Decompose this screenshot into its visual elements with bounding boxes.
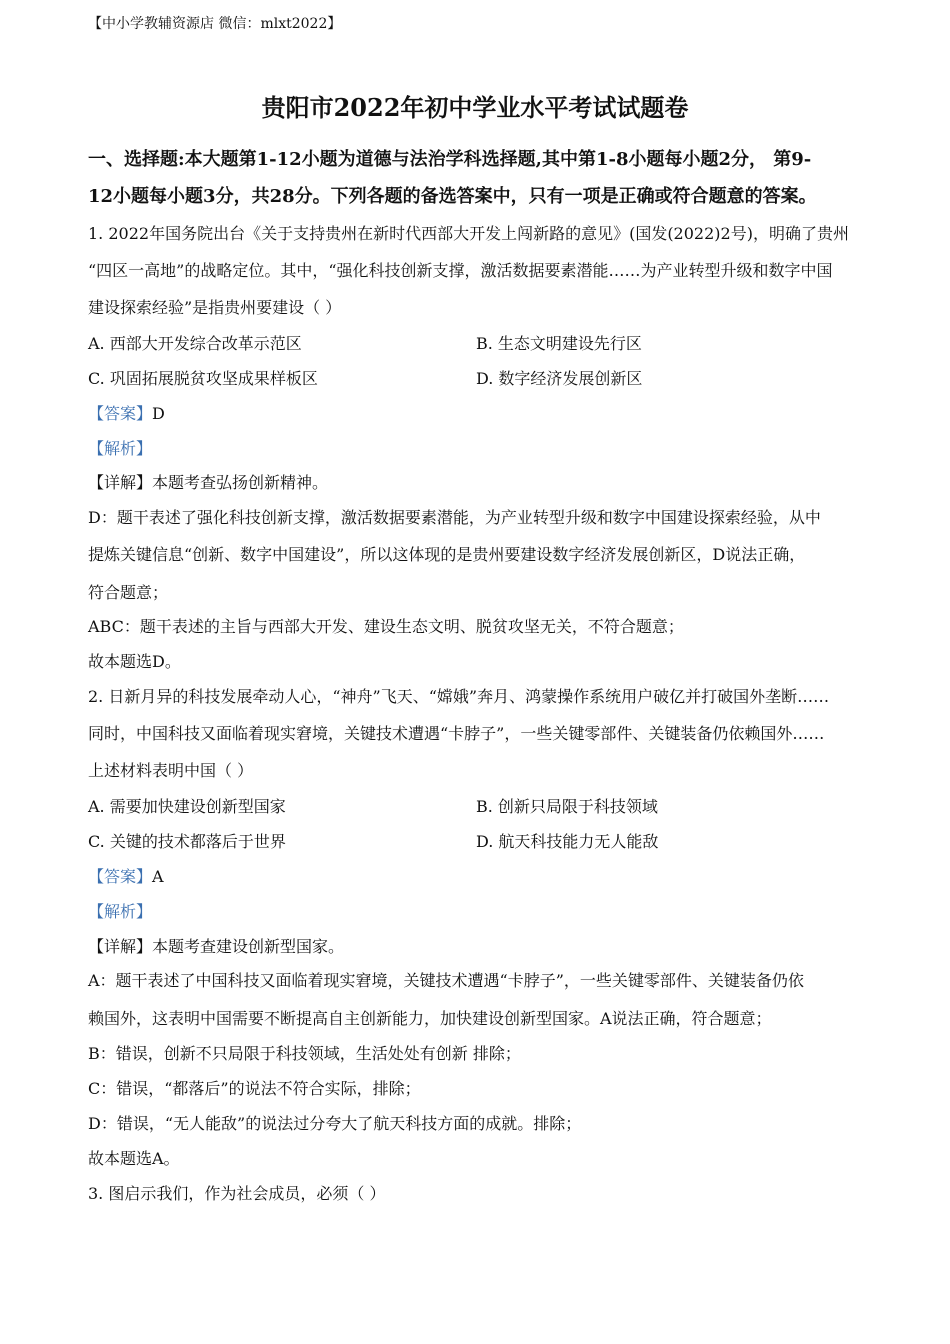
- q1-stem-line-3: 建设探索经验”是指贵州要建设（ ）: [88, 298, 342, 317]
- q2-option-a: A. 需要加快建设创新型国家: [88, 797, 286, 816]
- q2-stem-line-3: 上述材料表明中国（ ）: [88, 761, 254, 780]
- q2-option-d: D. 航天科技能力无人能敌: [476, 832, 659, 851]
- q1-option-d: D. 数字经济发展创新区: [476, 369, 643, 388]
- answer-tag: 【答案】: [88, 867, 153, 886]
- q2-option-b: B. 创新只局限于科技领域: [476, 797, 658, 816]
- q1-detail-line-3: 提炼关键信息“创新、数字中国建设”，所以这体现的是贵州要建设数字经济发展创新区，D说法正确，: [88, 545, 806, 564]
- source-header: 【中小学教辅资源店 微信：mlxt2022】: [88, 16, 342, 32]
- section-instructions-line-2: 12小题每小题3分，共28分。下列各题的备选答案中，只有一项是正确或符合题意的答案。: [88, 186, 817, 207]
- q2-detail-line-4: B：错误，创新不只局限于科技领域，生活处处有创新 排除；: [88, 1044, 521, 1063]
- q2-stem-line-1: 2. 日新月异的科技发展牵动人心，“神舟”飞天、“嫦娥”奔月、鸿蒙操作系统用户破亿并打破国外垄断……: [88, 687, 830, 706]
- q2-analysis-tag: 【解析】: [88, 902, 153, 921]
- q1-detail-line-2: D：题干表述了强化科技创新支撑，激活数据要素潜能，为产业转型升级和数字中国建设探索经验，从中: [88, 508, 821, 527]
- q2-detail-line-2: A：题干表述了中国科技又面临着现实窘境，关键技术遭遇“卡脖子”，一些关键零部件、关键装备仍依: [88, 971, 804, 990]
- q1-option-a: A. 西部大开发综合改革示范区: [88, 334, 302, 353]
- section-instructions-line-1: 一、选择题:本大题第1-12小题为道德与法治学科选择题,其中第1-8小题每小题2分， 第9-: [88, 149, 812, 170]
- q1-stem-line-1: 1. 2022年国务院出台《关于支持贵州在新时代西部大开发上闯新路的意见》(国发(2022)2号)，明确了贵州: [88, 224, 849, 243]
- q1-detail-line-1: 【详解】本题考查弘扬创新精神。: [88, 473, 329, 492]
- q2-detail-line-5: C：错误，“都落后”的说法不符合实际，排除；: [88, 1079, 421, 1098]
- q2-answer: [88, 864, 164, 887]
- q1-detail-line-4: 符合题意；: [88, 583, 169, 602]
- answer-value: A: [152, 867, 164, 886]
- answer-tag: 【答案】: [88, 404, 153, 423]
- q2-detail-line-1: 【详解】本题考查建设创新型国家。: [88, 937, 345, 956]
- q1-option-b: B. 生态文明建设先行区: [476, 334, 642, 353]
- page-title: 贵阳市2022年初中学业水平考试试题卷: [261, 93, 689, 122]
- answer-value: D: [152, 404, 165, 423]
- q1-option-c: C. 巩固拓展脱贫攻坚成果样板区: [88, 369, 318, 388]
- q2-stem-line-2: 同时，中国科技又面临着现实窘境，关键技术遭遇“卡脖子”，一些关键零部件、关键装备仍依赖国外……: [88, 724, 825, 743]
- q1-analysis-tag: 【解析】: [88, 439, 153, 458]
- q1-detail-line-5: ABC：题干表述的主旨与西部大开发、建设生态文明、脱贫攻坚无关，不符合题意；: [88, 617, 684, 636]
- q2-detail-line-7: 故本题选A。: [88, 1149, 180, 1168]
- q2-detail-line-3: 赖国外，这表明中国需要不断提高自主创新能力，加快建设创新型国家。A说法正确，符合题意；: [88, 1009, 772, 1028]
- q3-stem: 3. 图启示我们，作为社会成员，必须（ ）: [88, 1184, 386, 1203]
- q1-detail-line-6: 故本题选D。: [88, 652, 181, 671]
- q1-answer: [88, 401, 165, 424]
- q2-option-c: C. 关键的技术都落后于世界: [88, 832, 286, 851]
- q1-stem-line-2: “四区一高地”的战略定位。其中，“强化科技创新支撑，激活数据要素潜能……为产业转型升级和数字中国: [88, 261, 833, 280]
- q2-detail-line-6: D：错误，“无人能敌”的说法过分夸大了航天科技方面的成就。排除；: [88, 1114, 582, 1133]
